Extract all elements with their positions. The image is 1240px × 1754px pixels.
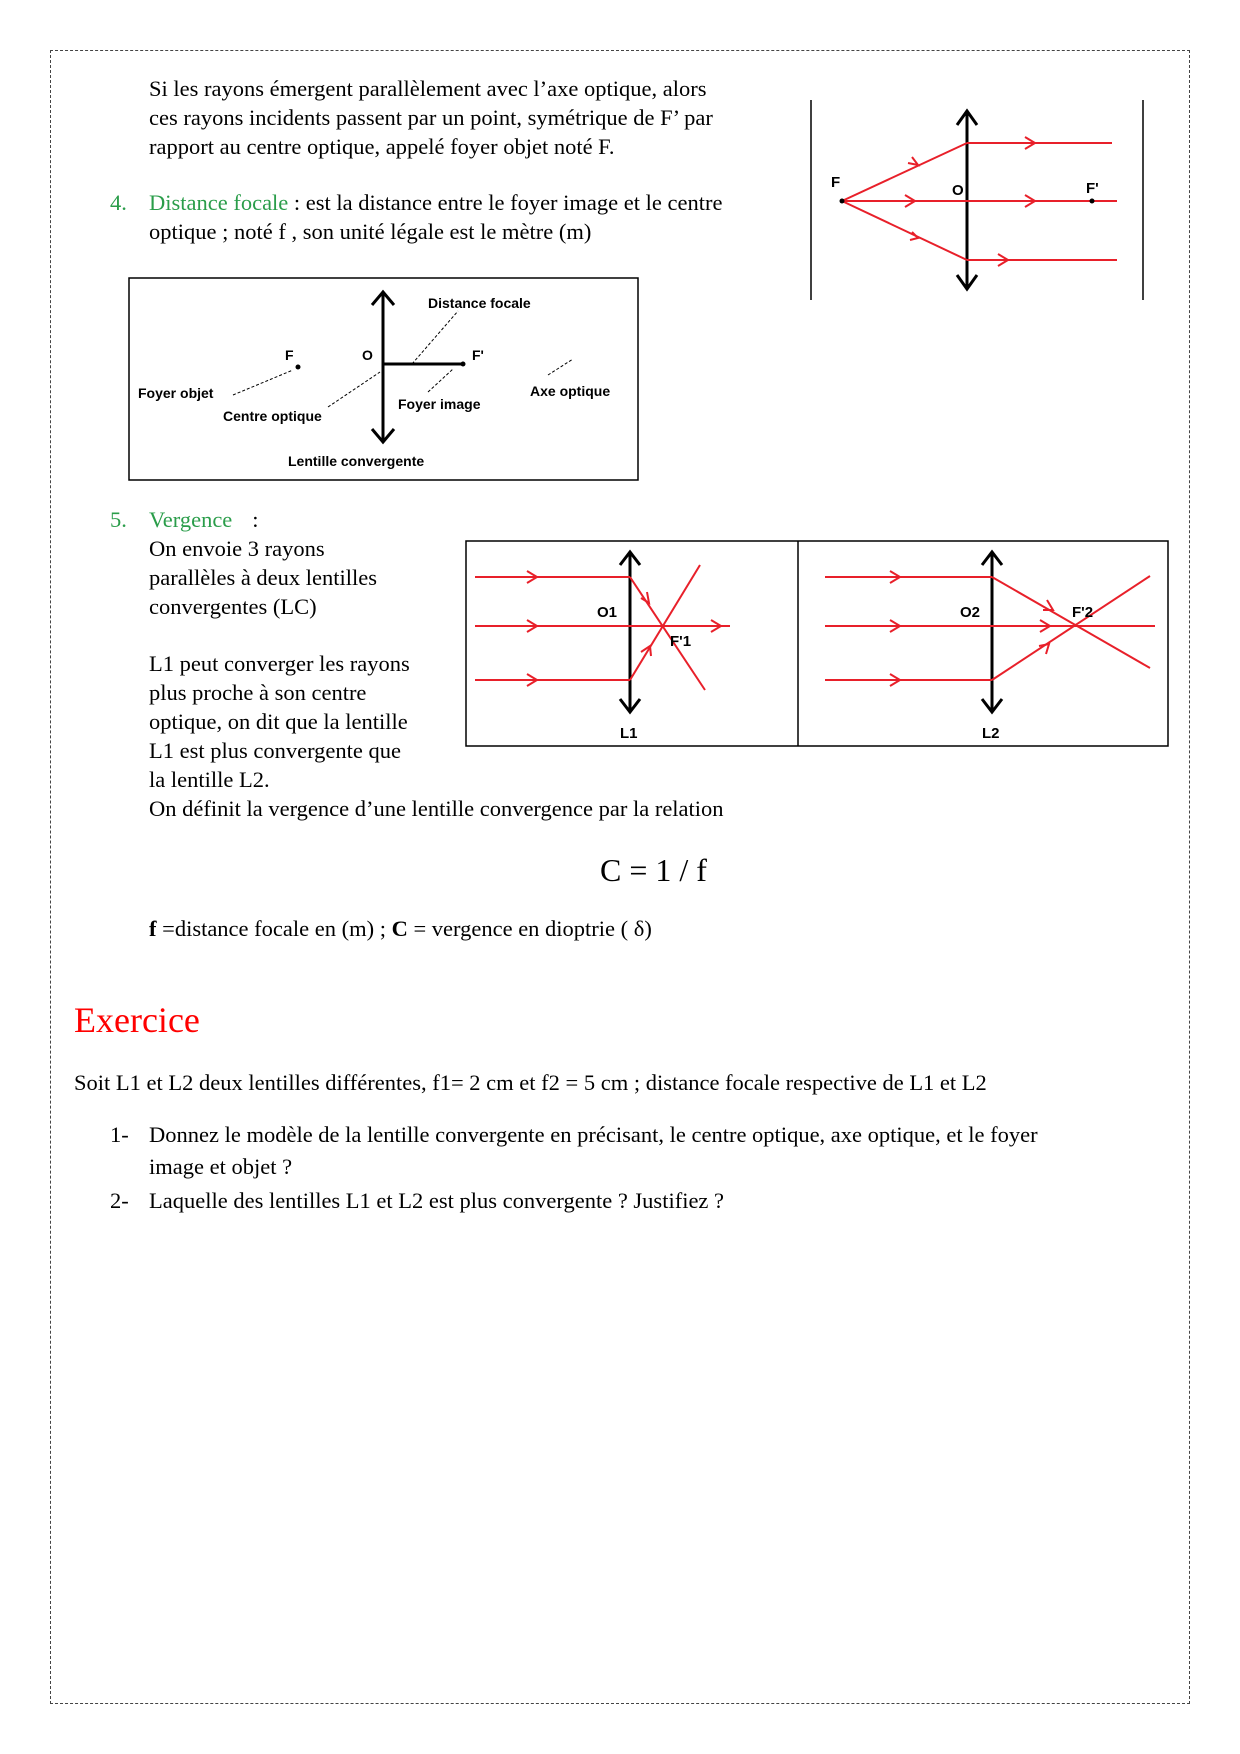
label-foyer-objet: Foyer objet — [138, 385, 214, 401]
label-distance-focale: Distance focale — [428, 295, 531, 311]
item-5-heading — [149, 505, 259, 534]
label-L1: L1 — [620, 725, 638, 742]
item-5-term: Vergence — [149, 507, 233, 532]
label-lentille-convergente: Lentille convergente — [288, 453, 425, 469]
question-1-number: 1- — [110, 1122, 129, 1147]
item-4-definition: : est la distance entre le foyer image et le centre — [288, 190, 723, 215]
label-F-prime: F' — [1086, 180, 1099, 197]
item-5-p2-line: plus proche à son centre — [149, 680, 367, 705]
focus-image-point — [1090, 199, 1095, 204]
point-F — [296, 365, 301, 370]
label-axe-optique: Axe optique — [530, 383, 611, 399]
legend-f-text: =distance focale en (m) ; — [156, 916, 392, 941]
intro-line-2: ces rayons incidents passent par un point, symétrique de F’ par — [149, 105, 713, 130]
item-4-number: 4. — [110, 190, 127, 215]
item-5-p1-line: convergentes (LC) — [149, 594, 317, 619]
legend-c-unit: δ — [633, 916, 645, 941]
legend-c-symbol: C — [391, 916, 408, 941]
question-2-line-1: Laquelle des lentilles L1 et L2 est plus convergente ? Justifiez ? — [149, 1188, 725, 1213]
label-F: F — [285, 347, 294, 363]
label-L2: L2 — [982, 725, 1000, 742]
item-5-p2-line: optique, on dit que la lentille — [149, 709, 408, 734]
label-O1: O1 — [597, 604, 618, 621]
label-F2-prime: F'2 — [1072, 604, 1094, 621]
point-F-prime — [461, 362, 466, 367]
ray-bottom-incident — [842, 201, 967, 260]
label-foyer-image: Foyer image — [398, 396, 481, 412]
figure-foyer-objet — [800, 95, 1160, 305]
legend-c-text: = vergence en dioptrie ( — [407, 916, 634, 941]
label-F-prime: F' — [472, 347, 484, 363]
item-5-p3: On définit la vergence d’une lentille convergence par la relation — [149, 796, 724, 821]
formula-legend — [149, 914, 652, 943]
item-4-term: Distance focale — [149, 190, 289, 215]
vergence-formula: C = 1 / f — [600, 852, 707, 888]
intro-line-1: Si les rayons émergent parallèlement avec l’axe optique, alors — [149, 76, 707, 101]
question-2-number: 2- — [110, 1188, 129, 1213]
figure-lens-model — [128, 277, 640, 482]
label-F: F — [831, 174, 841, 191]
exercice-statement: Soit L1 et L2 deux lentilles différentes, f1= 2 cm et f2 = 5 cm ; distance focale respective de L1 et L2 — [74, 1070, 987, 1095]
item-5-number: 5. — [110, 507, 127, 532]
label-O: O — [952, 182, 964, 199]
legend-c-close: ) — [644, 916, 652, 941]
figure-vergence — [465, 540, 1170, 748]
question-1-line-2: image et objet ? — [149, 1154, 293, 1179]
focus-object-point — [840, 199, 845, 204]
item-5-p2-line: la lentille L2. — [149, 767, 270, 792]
label-O: O — [362, 347, 373, 363]
legend-f-symbol: f — [149, 916, 157, 941]
label-O2: O2 — [960, 604, 981, 621]
ray-top-incident — [842, 143, 967, 201]
exercice-title: Exercice — [74, 1000, 200, 1040]
label-centre-optique: Centre optique — [223, 408, 322, 424]
item-5-p2-line: L1 est plus convergente que — [149, 738, 402, 763]
question-1-line-1: Donnez le modèle de la lentille convergente en précisant, le centre optique, axe optique, et le foyer — [149, 1122, 1038, 1147]
figure-frame — [466, 541, 1168, 746]
arrow-head — [908, 157, 918, 165]
item-4-line-1 — [149, 188, 722, 217]
item-5-colon: : — [252, 507, 259, 532]
item-5-p2-line: L1 peut converger les rayons — [149, 651, 410, 676]
item-4-line-2: optique ; noté f , son unité légale est le mètre (m) — [149, 219, 592, 244]
intro-line-3: rapport au centre optique, appelé foyer objet noté F. — [149, 134, 615, 159]
item-5-p1-line: parallèles à deux lentilles — [149, 565, 378, 590]
label-F1-prime: F'1 — [670, 633, 692, 650]
item-5-p1-line: On envoie 3 rayons — [149, 536, 325, 561]
